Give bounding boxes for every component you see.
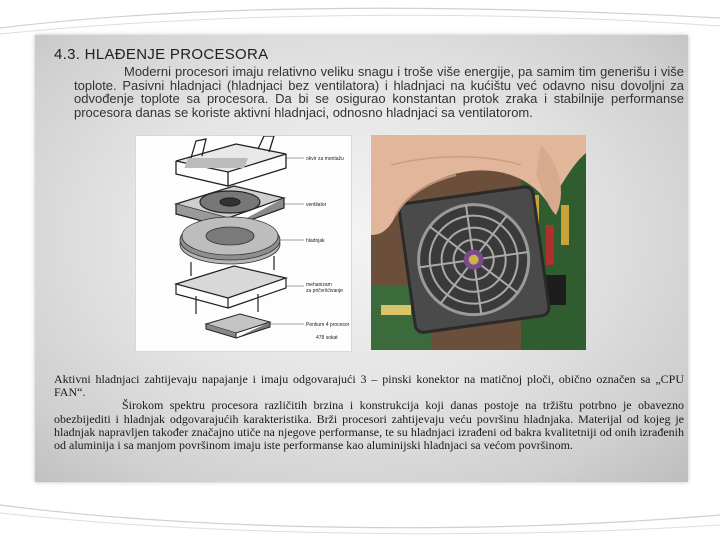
bottom-decoration: [0, 495, 720, 540]
label-fan: ventilator: [306, 202, 327, 208]
paragraph-1: Aktivni hladnjaci zahtijevaju napajanje i imaju odgovarajući 3 – pinski konektor na matičnoj ploči, obično označen sa „CPU FAN“.: [54, 372, 684, 400]
label-cpu: Pentium 4 procesor: [306, 322, 350, 328]
top-decoration: [0, 0, 720, 40]
paragraph-2-text: Širokom spektru procesora različitih brzina i konstrukcija koji danas postoje na tržištu potrbno je obavezno obezbijediti i hladnjak odgovarajućih karakteristika. Brži procesori zahtijevaju veću površinu hladnjaka. Materijal od kojeg je hladnjak napravljen također značajno utiče na njegove performanse, te su hladnjaci izrađeni od bakra kvalitetniji od onih izrađenih od aluminija i sa manjom površinom imaju iste performanse kao aluminijski hladnjaci sa većom površinom.: [54, 398, 684, 453]
heatsink-drawing: [180, 217, 280, 264]
cpu-fan-photo: [371, 135, 586, 350]
paragraph-2: [54, 399, 684, 452]
label-heatsink: hladnjak: [306, 238, 325, 244]
intro-paragraph: [74, 65, 684, 119]
label-socket: 478 sokat: [316, 335, 338, 341]
processor-drawing: [206, 314, 270, 338]
mounting-frame-drawing: [176, 136, 286, 186]
retention-mechanism-drawing: [176, 256, 286, 314]
slide-title: 4.3. HLAĐENJE PROCESORA: [54, 46, 269, 63]
label-frame: okvir za montažu: [306, 156, 344, 162]
label-mechanism-1: mehanizam: [306, 282, 332, 288]
intro-text: Moderni procesori imaju relativno veliku snagu i troše više energije, pa samim tim generišu i više toplote. Pasivni hladnjaci (hladnjaci bez ventilatora) i hladnjaci na kućištu već odavno nisu dovoljni za odvođenje toplote sa procesora. Da bi se osigurao konstantan protok zraka i stabilnije performanse procesora danas se koriste aktivni hladnjaci, odnosno hladnjaci sa ventilatorom.: [74, 64, 684, 120]
cooler-exploded-diagram: [135, 135, 352, 352]
label-mechanism-2: za pričvršćivanje: [306, 288, 343, 294]
body-text: [54, 373, 684, 452]
